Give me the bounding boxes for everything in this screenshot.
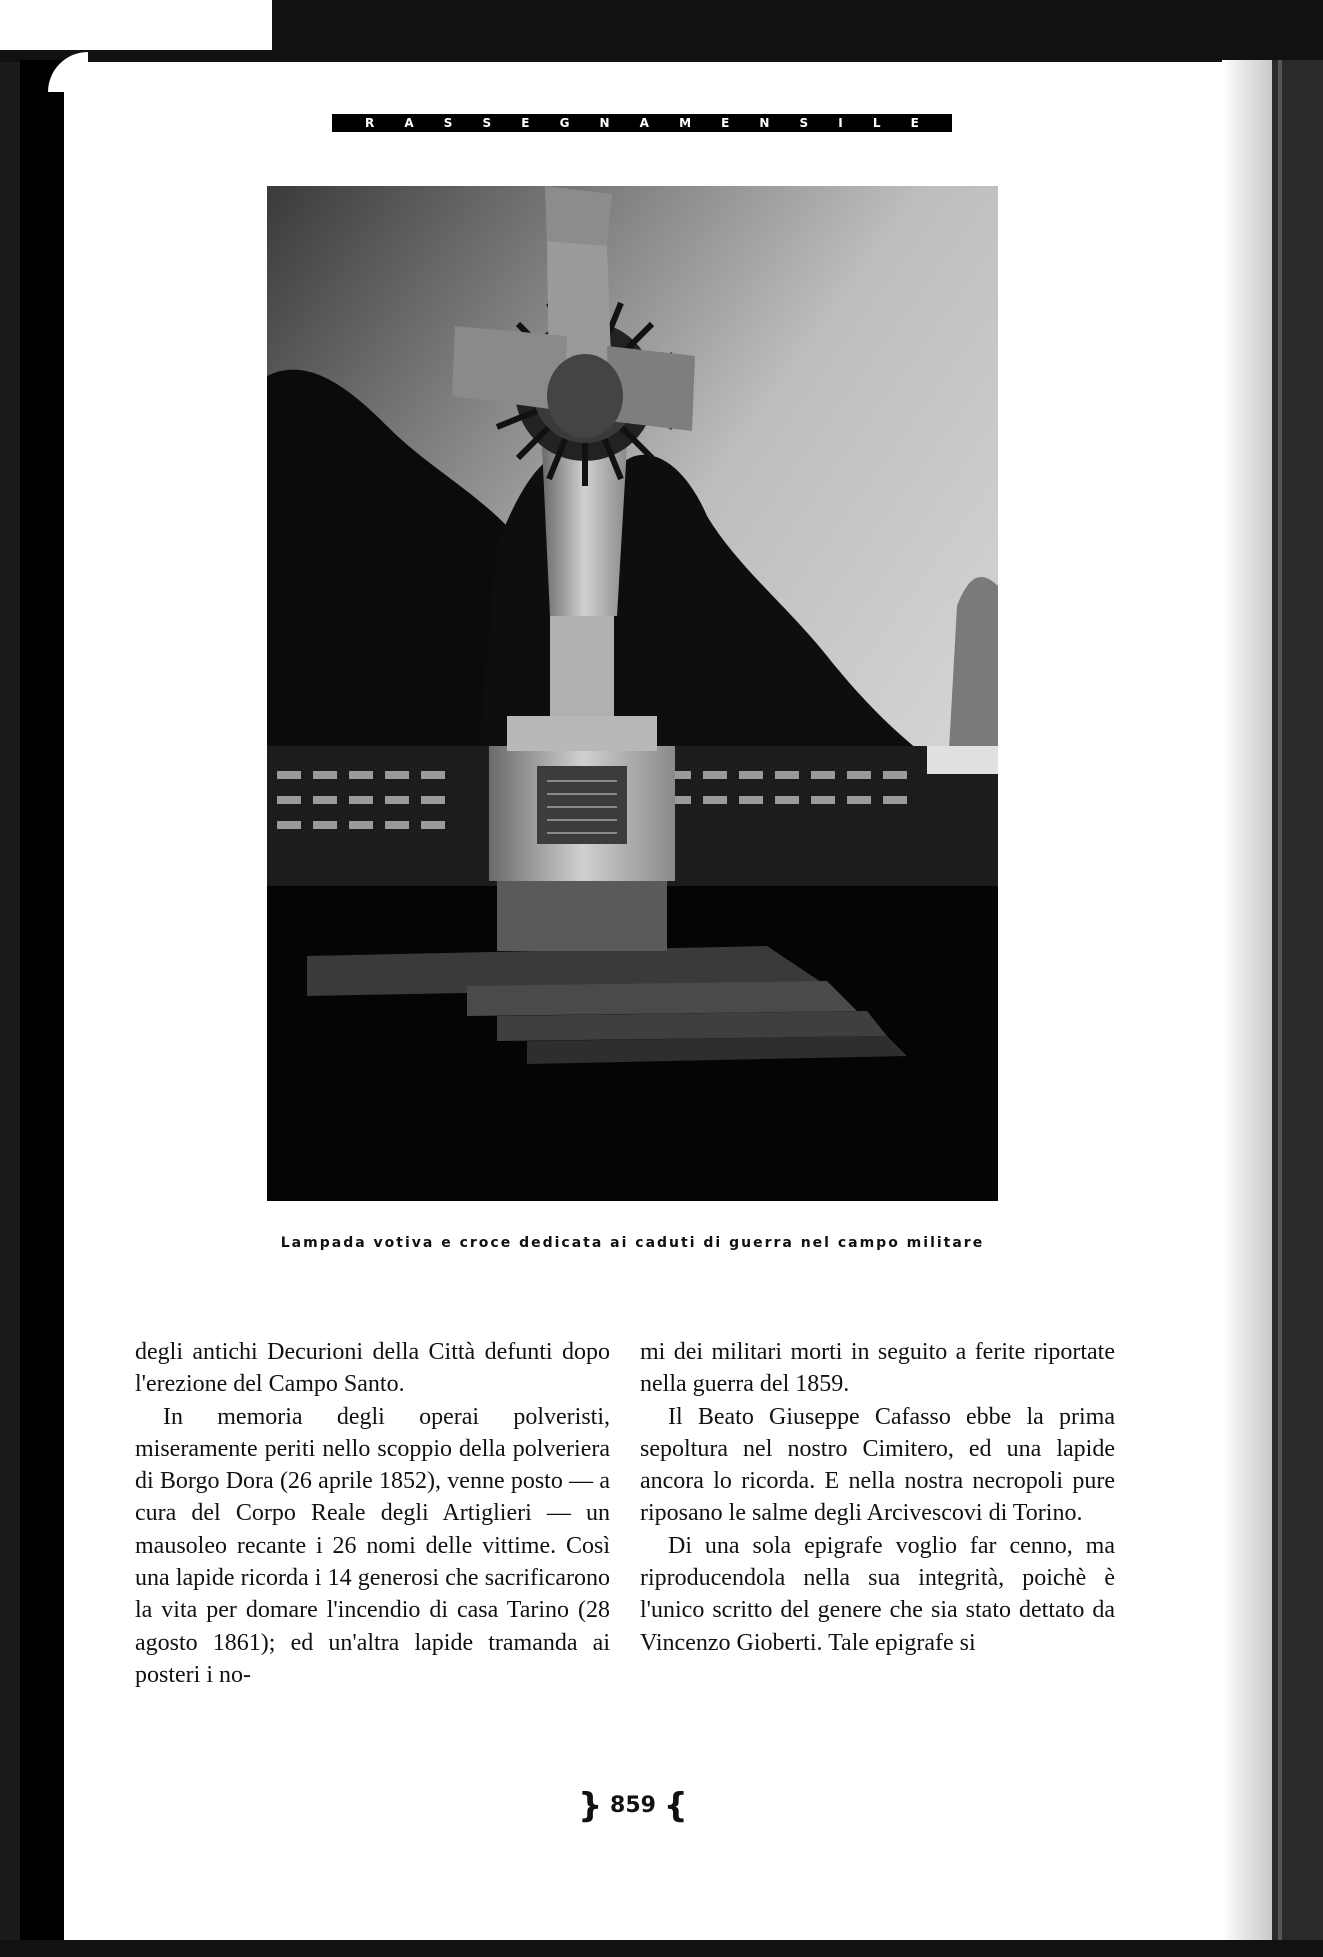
running-header-letter: E	[910, 116, 919, 130]
running-header-letter: E	[521, 116, 530, 130]
photo-cross-shaft-lower	[550, 616, 614, 716]
page-number	[560, 1786, 706, 1826]
photo-caption: Lampada votiva e croce dedicata ai caduti di guerra nel campo militare	[280, 1235, 985, 1251]
scan-bottom-band	[0, 1940, 1323, 1957]
left-brace-ornament: }	[578, 1786, 603, 1826]
running-header-letter: I	[838, 116, 843, 130]
running-header-letter: S	[443, 116, 453, 130]
left-paragraph-1: degli antichi Decurioni della Città defunti dopo l'erezione del Campo Santo.	[135, 1339, 610, 1398]
photo-illustration	[267, 186, 998, 1201]
running-header-letter: L	[872, 116, 881, 130]
page-number-value: 859	[610, 1793, 656, 1818]
running-header-letter: N	[599, 116, 610, 130]
right-paragraph-1: mi dei militari morti in seguito a ferite riportate nella guerra del 1859.	[640, 1339, 1115, 1398]
photo-monument-base	[497, 876, 667, 951]
running-header	[332, 114, 952, 132]
left-paragraph-2: In memoria degli operai polveristi, miseramente periti nello scoppio della polveriera di Borgo Dora (26 aprile 1852), venne posto — a cura del Corpo Reale degli Artiglieri — un mausoleo recante i 26 nomi delle vittime. Così una lapide ricorda i 14 generosi che sacrificarono la vita per domare l'incendio di casa Tarino (28 agosto 1861); ed un'altra lapide tramanda ai posteri i no-	[135, 1403, 610, 1688]
scan-right-shade	[1222, 60, 1272, 1957]
text-column-right	[640, 1336, 1115, 1659]
running-header-letter: R	[365, 116, 375, 130]
right-brace-ornament: {	[663, 1786, 688, 1826]
running-header-letter: S	[482, 116, 492, 130]
scan-top-tab	[0, 0, 272, 50]
scan-right-edge	[1272, 60, 1323, 1957]
running-header-letter: M	[679, 116, 692, 130]
photo-memorial-cross	[267, 186, 998, 1201]
running-header-letter: E	[721, 116, 730, 130]
running-header-letter: N	[759, 116, 770, 130]
photo-cross-lamp	[547, 354, 623, 438]
photo-cross-top	[545, 186, 612, 246]
text-column-left	[135, 1336, 610, 1691]
running-header-letter: A	[639, 116, 649, 130]
right-paragraph-3: Di una sola epigrafe voglio far cenno, ma riproducendola nella sua integrità, poichè è l'unico scritto del genere che sia stato dettato da Vincenzo Gioberti. Tale epigrafe si	[640, 1532, 1115, 1656]
running-header-letter: G	[559, 116, 570, 130]
right-paragraph-2: Il Beato Giuseppe Cafasso ebbe la prima sepoltura nel nostro Cimitero, ed una lapide ancora lo ricorda. E nella nostra necropoli pure riposano le salme degli Arcivescovi di Torino.	[640, 1403, 1115, 1527]
scan-left-edge	[0, 40, 20, 1957]
photo-monument-cornice	[507, 716, 657, 751]
running-header-letter: A	[404, 116, 414, 130]
running-header-letter: S	[799, 116, 809, 130]
scan-top-shadow	[0, 50, 1323, 62]
scan-left-spine	[20, 60, 64, 1957]
photo-wall-highlight	[927, 746, 998, 774]
